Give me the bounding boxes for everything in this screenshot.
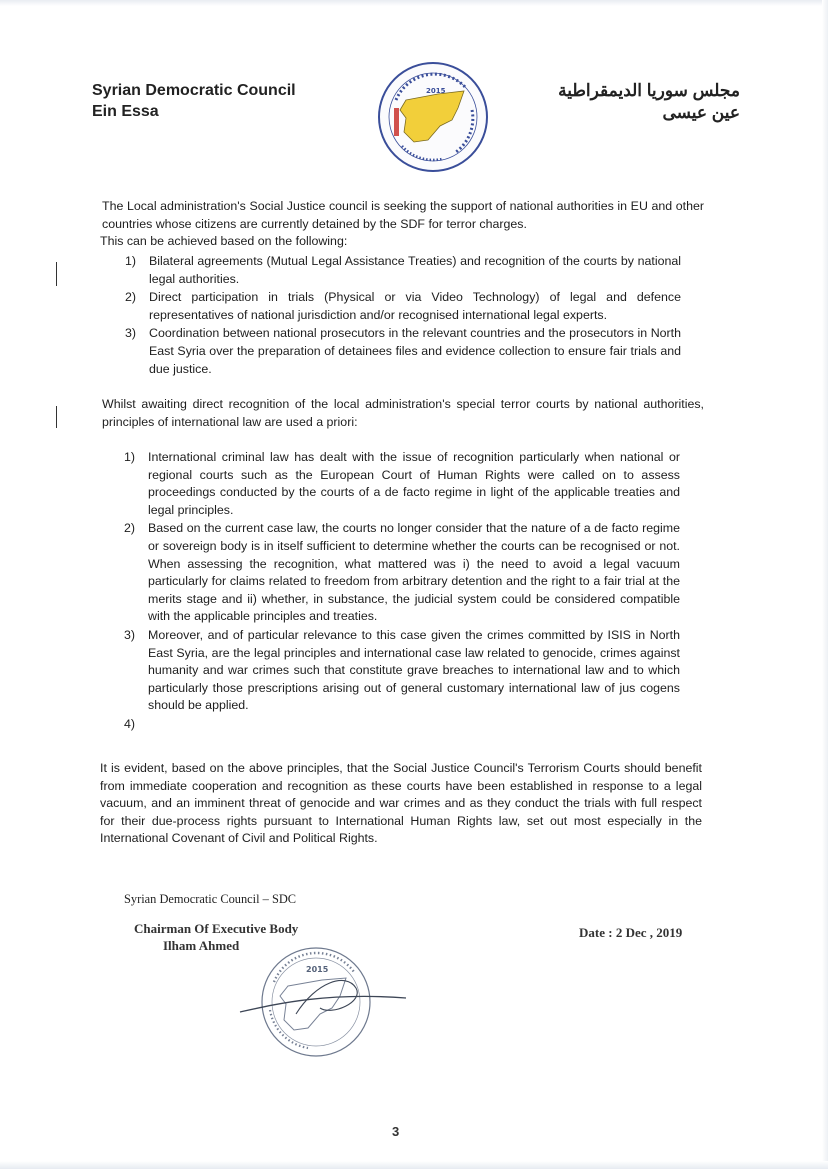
list-number: 3) — [124, 627, 136, 642]
scan-edge-top — [0, 0, 828, 6]
principles-list — [124, 449, 680, 735]
page-number: 3 — [392, 1124, 400, 1139]
org-name-english — [92, 80, 296, 122]
intro-paragraph — [102, 198, 704, 251]
list-item — [125, 325, 681, 378]
signature-org-line: Syrian Democratic Council – SDC — [124, 892, 297, 906]
conclusion-paragraph: It is evident, based on the above principles, that the Social Justice Council's Terrorism Courts should benefit from immediate cooperation and recognition as these courts have been established in response to a legal vacuum, and an imminent threat of genocide and war crimes and as they conduct the trials with full respect for their due-process rights pursuant to International Human Rights law, set out most especially in the International Covenant of Civil and Political Rights. — [100, 761, 702, 846]
list-item-text: Based on the current case law, the courts no longer consider that the nature of a de facto regime or sovereign body is in itself sufficient to determine whether the courts can be recognised or not. When assessing the recognition, what mattered was i) the need to avoid a legal vacuum particularly for claims related to freedom from arbitrary detention and the right to a fair trial at the merits stage and ii) whether, in substance, the judicial system could be considered compatible with the applicable principles and treaties. — [148, 521, 680, 624]
org-location-english: Ein Essa — [92, 103, 159, 120]
signatory-name: Ilham Ahmed — [163, 938, 240, 953]
margin-mark — [56, 262, 57, 286]
stamp-year: 2015 — [306, 965, 329, 974]
list-number: 3) — [125, 326, 137, 341]
list-item-text: Bilateral agreements (Mutual Legal Assistance Treaties) and recognition of the courts by national legal authorities. — [149, 254, 681, 286]
org-name-arabic-line1: مجلس سوريا الديمقراطية — [558, 81, 740, 100]
list-item-text: International criminal law has dealt with the issue of recognition particularly when national or regional courts such as the European Court of Human Rights were called on to assess proceedings conducted by the courts of a de facto regime in light of the applicable treaties and legal principles. — [148, 450, 680, 517]
sdc-stamp-icon — [236, 942, 412, 1066]
scan-edge-right — [822, 0, 828, 1169]
list-item — [124, 716, 680, 734]
list-number: 4) — [124, 716, 136, 731]
requirements-list — [125, 253, 681, 379]
list-number: 1) — [124, 450, 136, 464]
list-item-text: Direct participation in trials (Physical or via Video Technology) of legal and defence representatives of national jurisdiction and/or recognised international legal experts. — [149, 290, 681, 322]
intro-lead: This can be achieved based on the following: — [100, 234, 348, 249]
intro-text: The Local administration's Social Justice council is seeking the support of national authorities in EU and other countries whose citizens are currently detained by the SDF for terror charges. — [102, 199, 704, 231]
list-item — [124, 449, 680, 519]
document-date: Date : 2 Dec , 2019 — [579, 925, 683, 940]
principles-intro-paragraph: Whilst awaiting direct recognition of the local administration's special terror courts by national authorities, principles of international law are used a priori: — [102, 397, 704, 429]
list-item — [124, 520, 680, 626]
list-item-text: Moreover, and of particular relevance to this case given the crimes committed by ISIS in North East Syria, are the legal principles and international case law related to genocide, crimes against humanity and war crimes such that constitute grave breaches to international law and to which particularly those prescriptions arising out of general customary international law of jus cogens should be applied. — [148, 627, 680, 713]
list-item — [124, 627, 680, 715]
sdc-emblem-icon — [376, 60, 490, 174]
org-name-arabic — [558, 80, 740, 124]
list-number: 2) — [124, 521, 136, 536]
list-item-text: Coordination between national prosecutors in the relevant countries and the prosecutors in North East Syria over the preparation of detainees files and evidence collection to ensure fair trials and due justice. — [149, 326, 681, 376]
org-location-arabic: عين عيسى — [662, 103, 740, 122]
list-item — [125, 253, 681, 288]
scan-edge-bottom — [0, 1161, 828, 1169]
logo-year: 2015 — [426, 87, 446, 95]
org-name-english-line1: Syrian Democratic Council — [92, 82, 296, 99]
margin-mark — [56, 406, 57, 428]
list-item — [125, 289, 681, 324]
list-number: 2) — [125, 290, 137, 305]
list-number: 1) — [125, 254, 137, 268]
signatory-title: Chairman Of Executive Body — [134, 921, 299, 936]
